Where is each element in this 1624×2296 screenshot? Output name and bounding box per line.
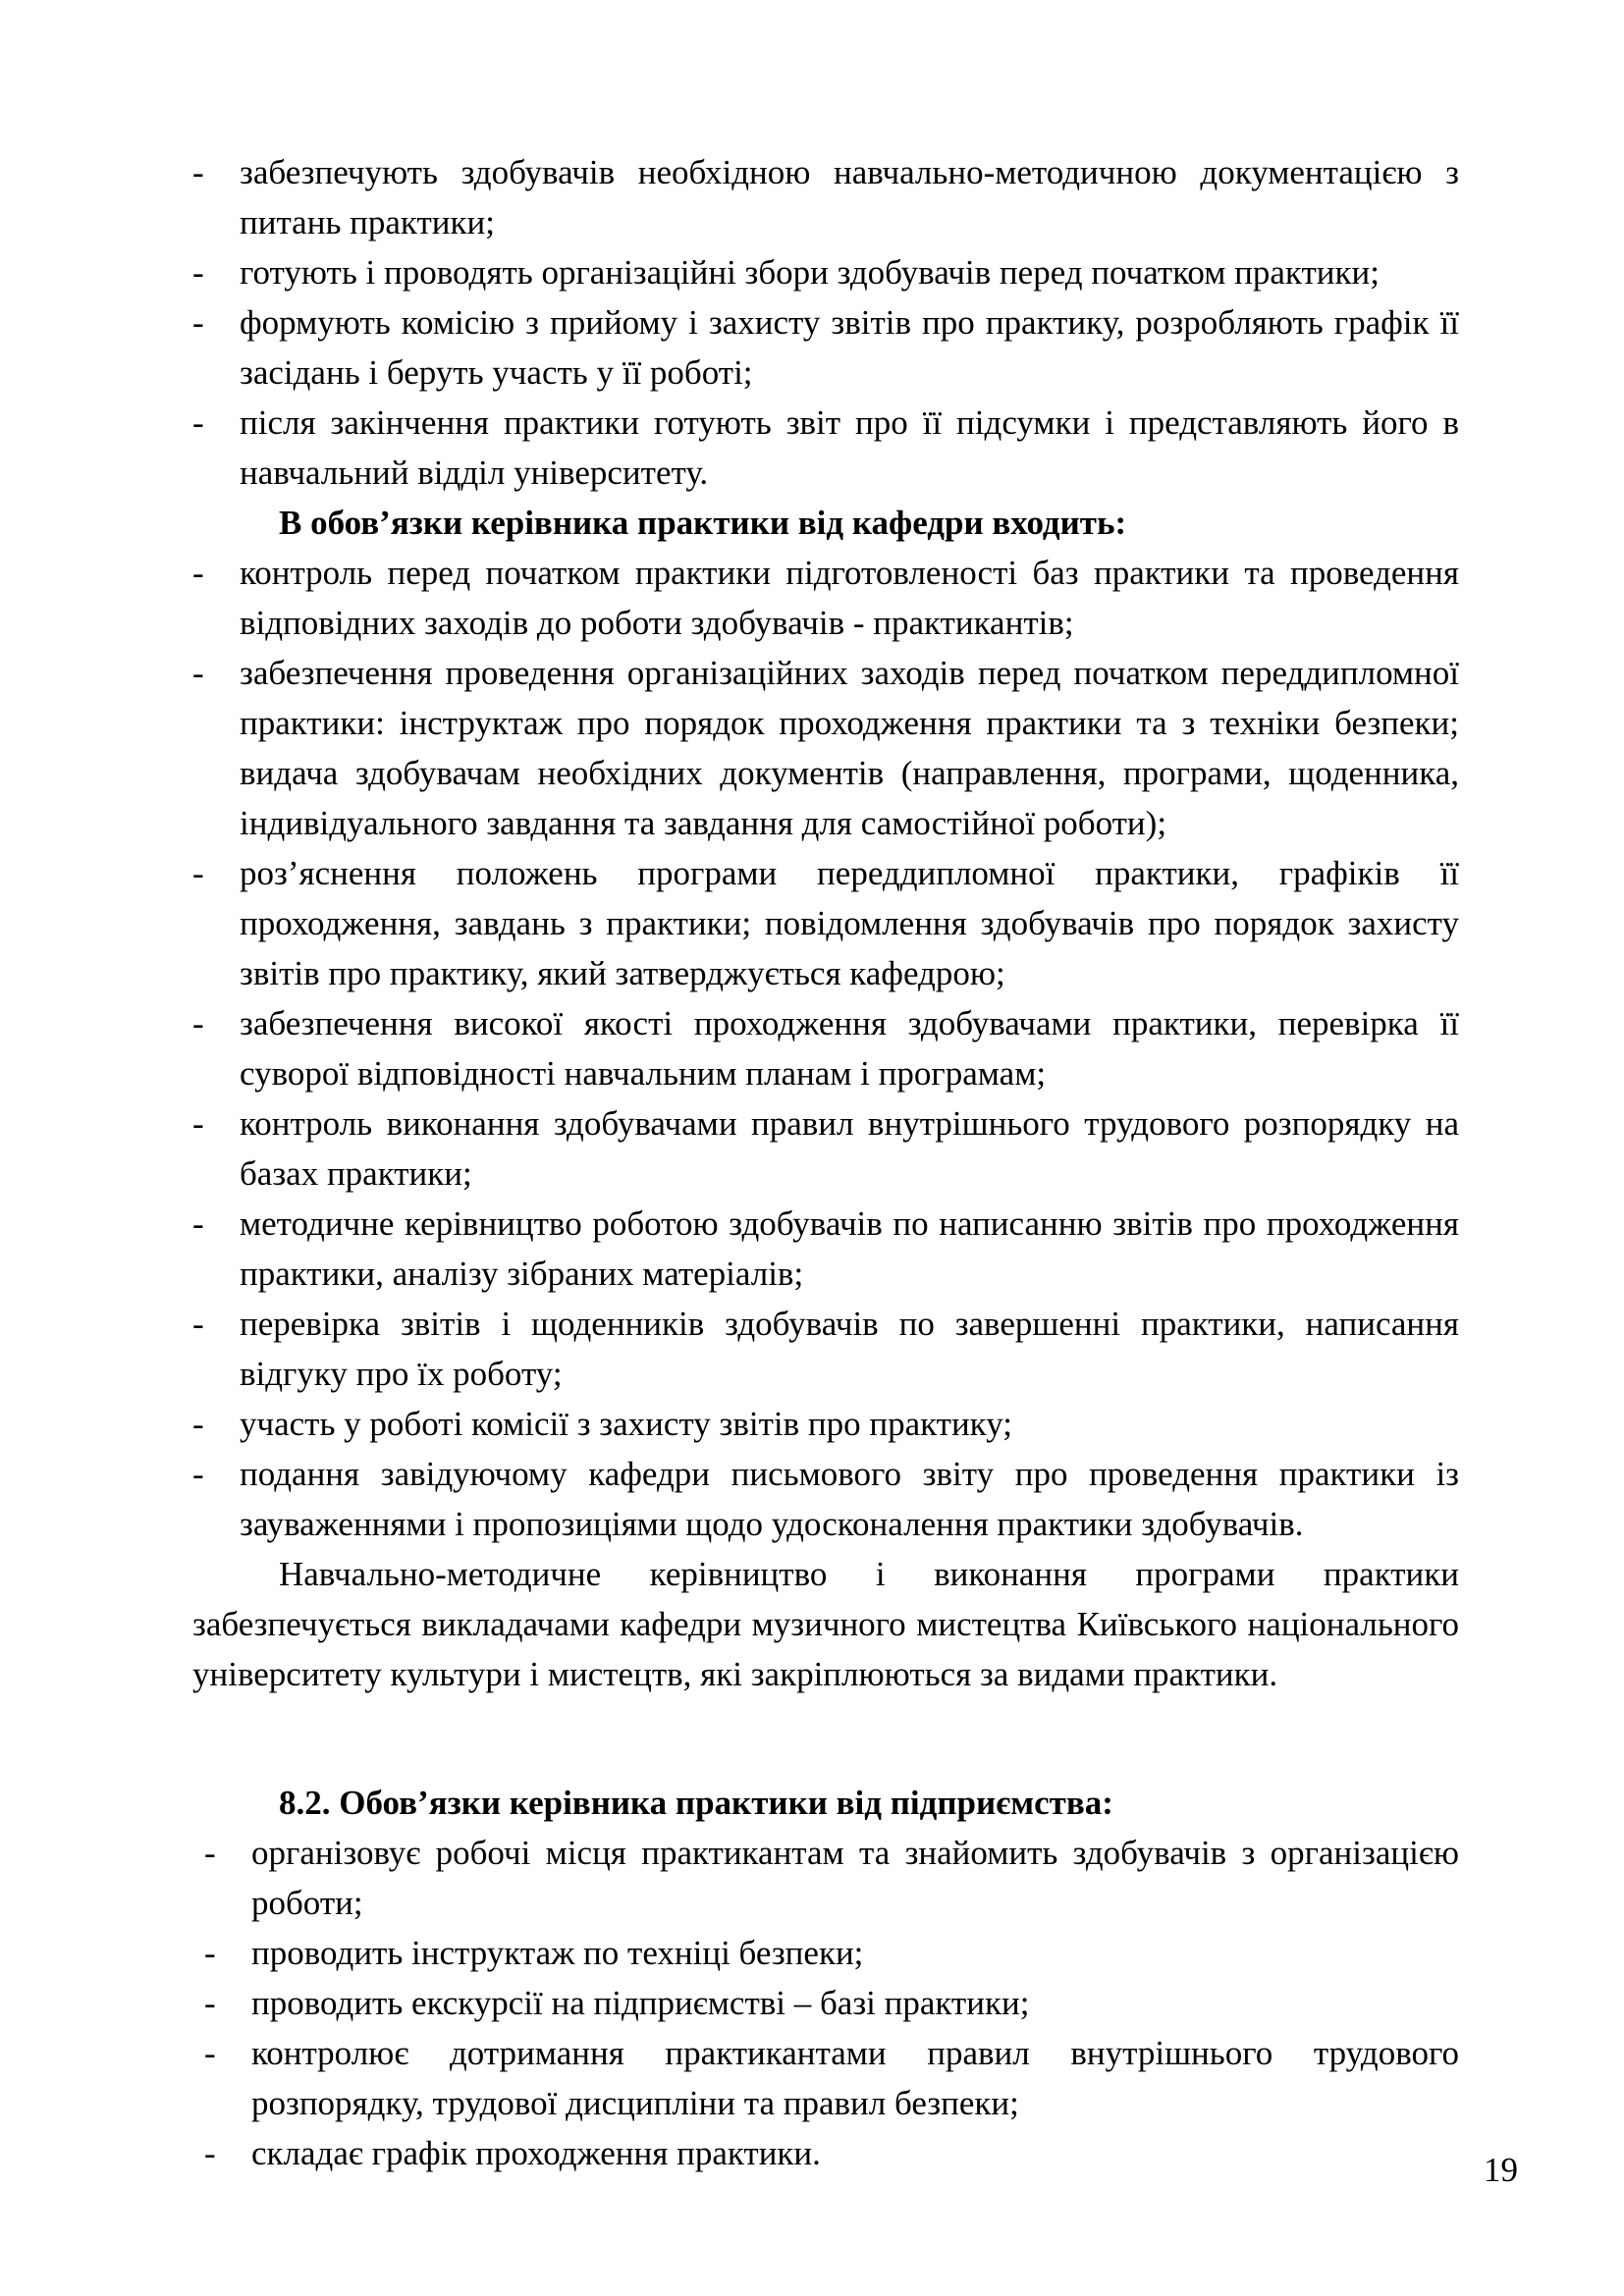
list-item-text: забезпечення високої якості проходження здобувачами практики, перевірка її суворої відповідності навчальним планам і програмам; [240, 1004, 1459, 1093]
page-number: 19 [1484, 2151, 1518, 2189]
bullet-dash: - [192, 1104, 204, 1143]
list-item [192, 848, 1459, 998]
list-item [192, 2028, 1459, 2128]
bullet-dash: - [204, 1934, 216, 1972]
list-item-text: формують комісію з прийому і захисту звітів про практику, розробляють графік її засідань і беруть участь у її роботі; [240, 303, 1459, 392]
list-item-text: готують і проводять організаційні збори здобувачів перед початком практики; [240, 253, 1380, 292]
list-item-text: перевірка звітів і щоденників здобувачів по завершенні практики, написання відгуку про їх роботу; [240, 1305, 1459, 1393]
list-item-text: роз’яснення положень програми переддипломної практики, графіків її проходження, завдань з практики; повідомлення здобувачів про порядок захисту звітів про практику, який затверджується кафедрою; [240, 854, 1459, 992]
list-item-text: проводить інструктаж по техніці безпеки; [251, 1934, 864, 1972]
bullet-dash: - [192, 1455, 204, 1493]
list-item [192, 1299, 1459, 1399]
list-item [192, 1928, 1459, 1978]
bullet-dash: - [204, 1984, 216, 2022]
paragraph-methodical-guidance: Навчально-методичне керівництво і виконання програми практики забезпечується викладачами кафедри музичного мистецтва Київського національного університету культури і мистецтв, які закріплюються за видами практики. [192, 1555, 1459, 1693]
list-duties-department [192, 548, 1459, 1549]
bullet-dash: - [192, 654, 204, 692]
bullet-dash: - [204, 2134, 216, 2172]
list-item [192, 1449, 1459, 1549]
section-heading-enterprise: 8.2. Обов’язки керівника практики від підприємства: [279, 1784, 1113, 1822]
bullet-dash: - [204, 1834, 216, 1872]
list-item-text: проводить екскурсії на підприємстві – базі практики; [251, 1984, 1030, 2022]
bullet-dash: - [192, 1004, 204, 1042]
section-spacer [192, 1699, 1459, 1778]
list-item-text: після закінчення практики готують звіт про її підсумки і представляють його в навчальний відділ університету. [240, 403, 1459, 492]
list-item-text: складає графік проходження практики. [251, 2134, 821, 2172]
page-content [192, 147, 1459, 2178]
bullet-dash: - [192, 153, 204, 191]
list-item [192, 2128, 1459, 2178]
list-item [192, 648, 1459, 848]
bullet-dash: - [192, 1405, 204, 1443]
bullet-dash: - [192, 1204, 204, 1243]
list-item-text: контроль виконання здобувачами правил внутрішнього трудового розпорядку на базах практики; [240, 1104, 1459, 1193]
list-item [192, 147, 1459, 247]
list-item [192, 1978, 1459, 2028]
list-item-text: контролює дотримання практикантами правил внутрішнього трудового розпорядку, трудової дисципліни та правил безпеки; [251, 2034, 1459, 2122]
list-item-text: подання завідуючому кафедри письмового звіту про проведення практики із зауваженнями і пропозиціями щодо удосконалення практики здобувачів. [240, 1455, 1459, 1543]
list-item [192, 998, 1459, 1098]
list-duties-university [192, 147, 1459, 498]
list-item [192, 1828, 1459, 1928]
bullet-dash: - [192, 303, 204, 342]
list-item-text: методичне керівництво роботою здобувачів по написанню звітів про проходження практики, аналізу зібраних матеріалів; [240, 1204, 1459, 1293]
bullet-dash: - [192, 403, 204, 442]
list-item [192, 297, 1459, 398]
bullet-dash: - [192, 554, 204, 592]
list-item-text: забезпечення проведення організаційних заходів перед початком переддипломної практики: інструктаж про порядок проходження практики та з техніки безпеки; видача здобувачам необхідних документів (направлення, програми, щоденника, індивідуального завдання та завдання для самостійної роботи); [240, 654, 1459, 842]
list-item [192, 247, 1459, 297]
list-item-text: участь у роботі комісії з захисту звітів про практику; [240, 1405, 1012, 1443]
list-item [192, 398, 1459, 498]
bullet-dash: - [192, 253, 204, 292]
list-duties-enterprise [192, 1828, 1459, 2178]
bullet-dash: - [192, 1305, 204, 1343]
list-item-text: контроль перед початком практики підготовленості баз практики та проведення відповідних заходів до роботи здобувачів - практикантів; [240, 554, 1459, 642]
bullet-dash: - [204, 2034, 216, 2072]
list-item [192, 548, 1459, 648]
list-item-text: організовує робочі місця практикантам та знайомить здобувачів з організацією роботи; [251, 1834, 1459, 1922]
list-item-text: забезпечують здобувачів необхідною навчально-методичною документацією з питань практики; [240, 153, 1459, 241]
list-item [192, 1098, 1459, 1199]
section-heading-department: В обов’язки керівника практики від кафедри входить: [279, 504, 1127, 542]
list-item [192, 1399, 1459, 1449]
bullet-dash: - [192, 854, 204, 892]
list-item [192, 1199, 1459, 1299]
